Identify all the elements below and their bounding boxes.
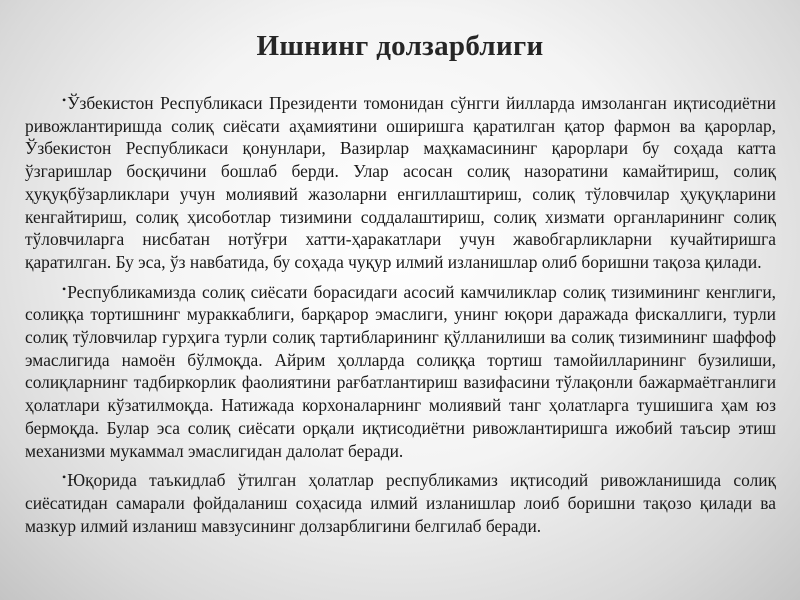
- paragraph-text: Республикамизда солиқ сиёсати борасидаги асосий камчиликлар солиқ тизимининг кенглиги, солиққа тортишнинг мураккаблиги, барқарор эмаслиги, унинг юқори даражада фискаллиги, турли солиқ тўловчилар гурҳига турли солиқ тартибларининг қўлланилиши ва солиқ тизимининг шаффоф эмаслигида намоён бўлмоқда. Айрим ҳолларда солиққа тортиш тамойилларининг бузилиши, солиқларнинг тадбиркорлик фаолиятини рағбатлантириш вазифасини тўлақонли бажармаётганлиги ҳолатлари кўзатилмоқда. Натижада корхоналарнинг молиявий танг ҳолатларга тушишига ҳам юз бермоқда. Булар эса солиқ сиёсати орқали иқтисодиётни ривожлантиришга ижобий таъсир этиш механизми мукаммал эмаслигидан далолат беради.: [25, 281, 776, 461]
- bullet-icon: •: [62, 281, 67, 296]
- paragraph-2: [25, 278, 776, 463]
- paragraph-text: Ўзбекистон Республикаси Президенти томонидан сўнгги йилларда имзоланган иқтисодиётни ривожлантиришда солиқ сиёсати аҳамиятини оширишга қаратилган қатор фармон ва қарорлар, Ўзбекистон Республикаси қонунлари, Вазирлар маҳкамасининг қарорлари бу соҳада катта ўзгаришлар босқичини бошлаб берди. Улар асосан солиқ назоратини камайтириш, солиқ ҳуқуқбўзарликлари учун молиявий жазоларни енгиллаштириш, солиқ тўловчилар ҳуқуқларини кенгайтириш, солиқ ҳисоботлар тизимини соддалаштириш, солиқ хизмати органларининг солиқ тўловчиларга нисбатан нотўғри хатти-ҳаракатлари учун жавобгарликларни кучайтиришга қаратилган. Бу эса, ўз навбатида, бу соҳада чуқур илмий изланишлар олиб боришни тақоза қилади.: [25, 93, 776, 272]
- slide-title: Ишнинг долзарблиги: [256, 30, 544, 62]
- paragraph-3: [25, 466, 776, 537]
- bullet-icon: •: [62, 470, 67, 485]
- bullet-icon: •: [62, 93, 67, 107]
- paragraph-1: [25, 89, 776, 274]
- slide-body: [25, 89, 776, 541]
- paragraph-text: Юқорида таъкидлаб ўтилган ҳолатлар республикамиз иқтисодий ривожланишида солиқ сиёсатидан самарали фойдаланиш соҳасида илмий изланишлар лоиб боришни тақозо қилади ва мазкур илмий изланиш мавзусининг долзарблигини белгилаб беради.: [25, 470, 776, 536]
